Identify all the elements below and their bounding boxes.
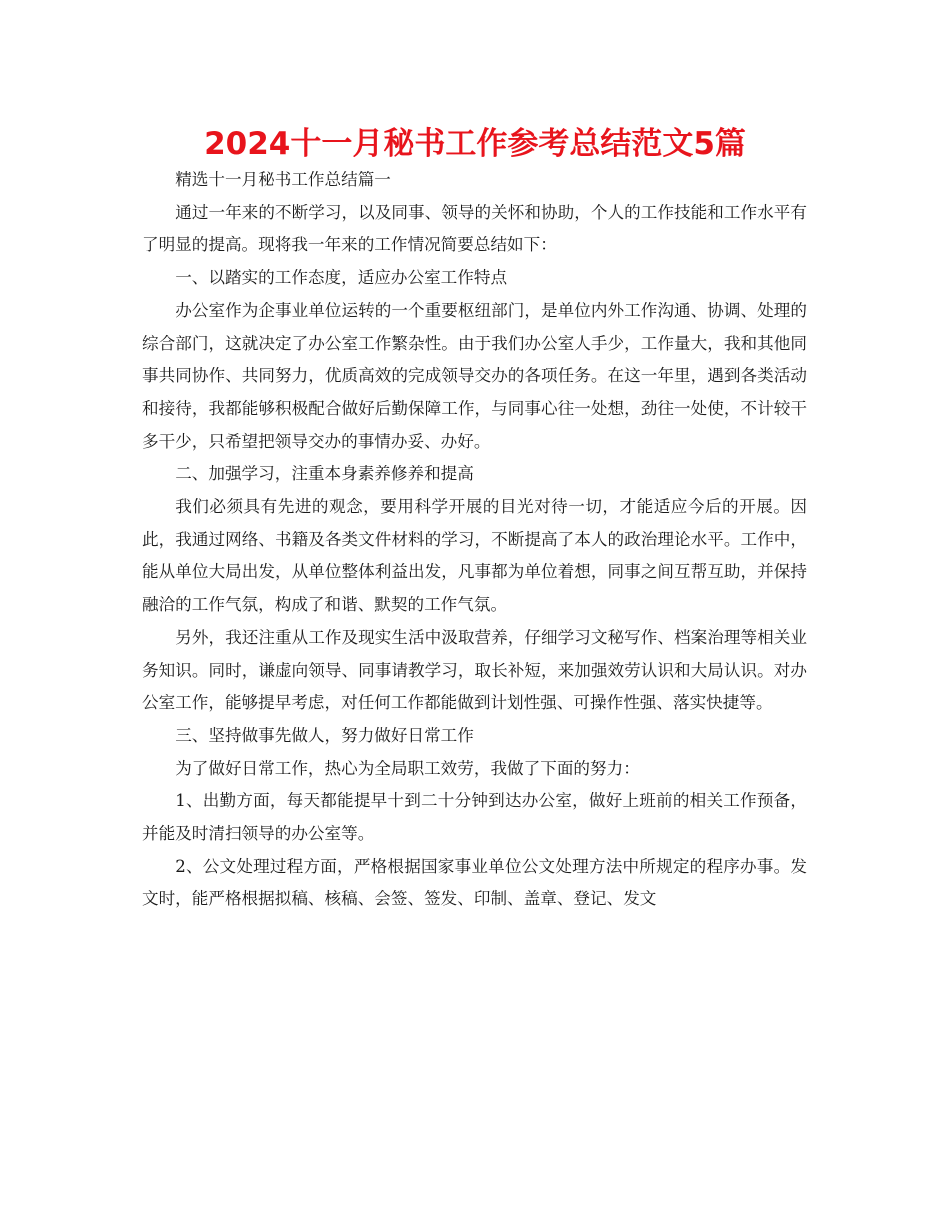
body-paragraph: 我们必须具有先进的观念，要用科学开展的目光对待一切，才能适应今后的开展。因此，我通过网络、书籍及各类文件材料的学习，不断提高了本人的政治理论水平。工作中，能从单位大局出发，从单位整体利益出发，凡事都为单位着想，同事之间互帮互助，并保持融洽的工作气氛，构成了和谐、默契的工作气氛。 [142,497,807,615]
section-heading: 二、加强学习，注重本身素养修养和提高 [175,464,474,484]
section-heading: 精选十一月秘书工作总结篇一 [175,170,391,189]
body-paragraph: 为了做好日常工作，热心为全局职工效劳，我做了下面的努力： [175,758,640,778]
body-paragraph: 2、公文处理过程方面，严格根据国家事业单位公文处理方法中所规定的程序办事。发文时，能严格根据拟稿、核稿、会签、签发、印制、盖章、登记、发文 [142,856,807,909]
section-heading: 一、以踏实的工作态度，适应办公室工作特点 [175,268,508,288]
document-body [142,164,807,916]
body-paragraph: 另外，我还注重从工作及现实生活中汲取营养，仔细学习文秘写作、档案治理等相关业务知识。同时，谦虚向领导、同事请教学习，取长补短，来加强效劳认识和大局认识。对办公室工作，能够提早考虑，对任何工作都能做到计划性强、可操作性强、落实快捷等。 [142,627,807,713]
body-paragraph: 1、出勤方面，每天都能提早十到二十分钟到达办公室，做好上班前的相关工作预备，并能及时清扫领导的办公室等。 [142,791,807,844]
section-heading: 三、坚持做事先做人，努力做好日常工作 [175,725,474,745]
body-paragraph: 通过一年来的不断学习，以及同事、领导的关怀和协助，个人的工作技能和工作水平有了明显的提高。现将我一年来的工作情况简要总结如下： [142,202,807,255]
body-paragraph: 办公室作为企事业单位运转的一个重要枢纽部门，是单位内外工作沟通、协调、处理的综合部门，这就决定了办公室工作繁杂性。由于我们办公室人手少，工作量大，我和其他同事共同协作、共同努力，优质高效的完成领导交办的各项任务。在这一年里，遇到各类活动和接待，我都能够积极配合做好后勤保障工作，与同事心往一处想，劲往一处使，不计较干多干少，只希望把领导交办的事情办妥、办好。 [142,300,807,451]
document-title: 2024十一月秘书工作参考总结范文5篇 [204,126,746,162]
